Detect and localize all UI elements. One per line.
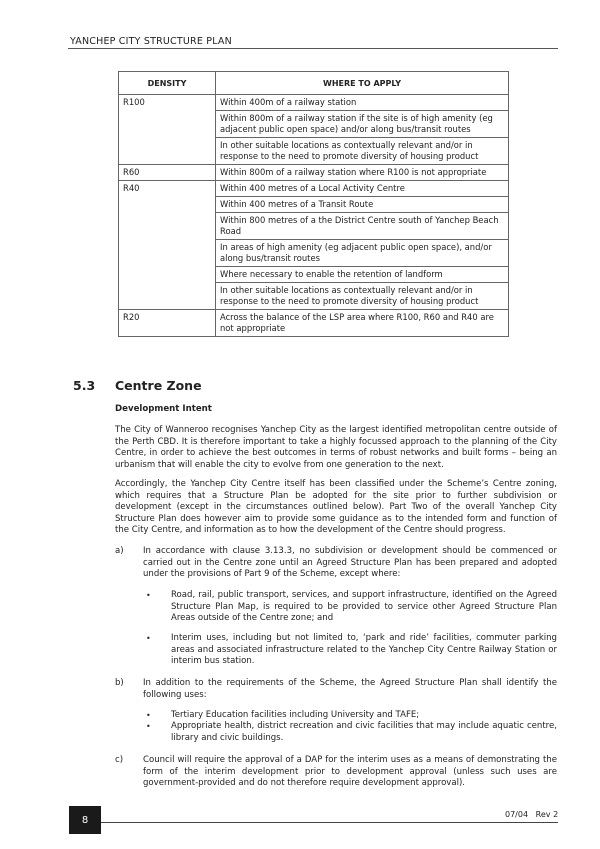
bullet-item: Interim uses, including but not limited to, ‘park and ride’ facilities, commuter parking areas and associated infrastructure related to the Yanchep City Centre Railway Station or interim bus station.	[171, 633, 557, 667]
bullet-icon: •	[146, 634, 151, 643]
table-row	[119, 181, 509, 197]
bullet-item: Tertiary Education facilities including University and TAFE;	[171, 710, 420, 720]
section-heading	[73, 378, 202, 393]
table-cell: Within 800m of a railway station where R100 is not appropriate	[216, 165, 509, 181]
list-label: a)	[115, 546, 124, 556]
bullet-item: Appropriate health, district recreation and civic facilities that may include aquatic centre, library and civic buildings.	[171, 721, 557, 743]
density-cell: R20	[119, 310, 216, 337]
page-number-box	[69, 806, 101, 834]
list-item: Council will require the approval of a DAP for the interim uses as a means of demonstrating the form of the interim development prior to development approval (unless such uses are government-provided and do not therefore require development approval).	[143, 755, 557, 789]
list-item: In addition to the requirements of the Scheme, the Agreed Structure Plan shall identify the following uses:	[143, 678, 557, 700]
page-number: 8	[81, 814, 89, 826]
table-cell: Across the balance of the LSP area where R100, R60 and R40 are not appropriate	[216, 310, 509, 337]
table-cell: In areas of high amenity (eg adjacent public open space), and/or along bus/transit routes	[216, 240, 509, 267]
section-title: Centre Zone	[115, 378, 202, 393]
density-cell: R40	[119, 181, 216, 310]
table-cell: Within 400 metres of a Local Activity Centre	[216, 181, 509, 197]
bullet-item: Road, rail, public transport, services, and support infrastructure, identified on the Agreed Structure Plan Map, is required to be provided to service other Agreed Structure Plan Areas outside of the Centre zone; and	[171, 590, 557, 624]
bullet-icon: •	[146, 722, 151, 731]
section-number: 5.3	[73, 378, 96, 393]
list-item: In accordance with clause 3.13.3, no subdivision or development should be commenced or carried out in the Centre zone until an Agreed Structure Plan has been prepared and adopted under the provisions of Part 9 of the Scheme, except where:	[143, 546, 557, 580]
table-cell: In other suitable locations as contextually relevant and/or in response to the need to promote diversity of housing product	[216, 138, 509, 165]
revision-label: 07/04 Rev 2	[505, 810, 559, 819]
density-table	[118, 71, 509, 337]
paragraph: Accordingly, the Yanchep City Centre itself has been classified under the Scheme’s Centre zoning, which requires that a Structure Plan be adopted for the site prior to further subdivision or development (except in the circumstances outlined below). Part Two of the overall Yanchep City Structure Plan does however aim to provide some guidance as to the intended form and function of the City Centre, and information as to how the development of the Centre should progress.	[115, 479, 557, 536]
table-cell: Within 400 metres of a Transit Route	[216, 197, 509, 213]
list-label: b)	[115, 678, 124, 688]
density-cell: R60	[119, 165, 216, 181]
paragraph: The City of Wanneroo recognises Yanchep City as the largest identified metropolitan centre outside of the Perth CBD. It is therefore important to take a highly focussed approach to the planning of the City Centre, in order to achieve the best outcomes in terms of robust networks and built forms – being an urbanism that will enable the city to evolve from one generation to the next.	[115, 425, 557, 470]
list-label: c)	[115, 755, 124, 765]
column-header-density: DENSITY	[119, 72, 216, 95]
table-cell: Where necessary to enable the retention of landform	[216, 267, 509, 283]
table-row	[119, 310, 509, 337]
table-header-row	[119, 72, 509, 95]
header-rule	[68, 48, 558, 49]
table-cell: Within 800m of a railway station if the site is of high amenity (eg adjacent public open space) and/or along bus/transit routes	[216, 111, 509, 138]
table-cell: Within 400m of a railway station	[216, 95, 509, 111]
table-cell: Within 800 metres of a the District Centre south of Yanchep Beach Road	[216, 213, 509, 240]
column-header-where-to-apply: WHERE TO APPLY	[216, 72, 509, 95]
footer-rule	[101, 822, 558, 823]
table-row	[119, 165, 509, 181]
subheading: Development Intent	[115, 404, 212, 414]
table-cell: In other suitable locations as contextually relevant and/or in response to the need to promote diversity of housing product	[216, 283, 509, 310]
bullet-icon: •	[146, 711, 151, 720]
bullet-icon: •	[146, 591, 151, 600]
running-header: YANCHEP CITY STRUCTURE PLAN	[70, 36, 232, 47]
density-cell: R100	[119, 95, 216, 165]
table-row	[119, 95, 509, 111]
